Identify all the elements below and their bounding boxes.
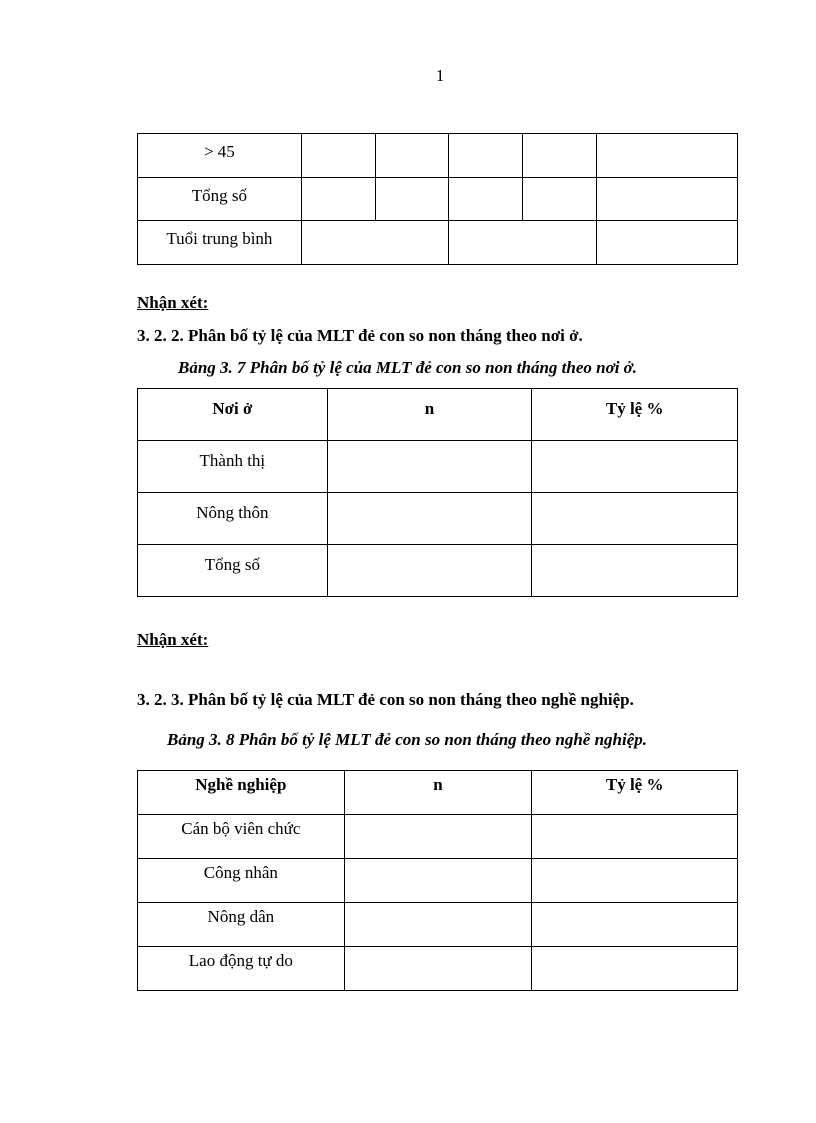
table-row: [138, 221, 738, 265]
table-cell: [597, 221, 738, 265]
table-cell: [301, 177, 375, 221]
section-heading-322: 3. 2. 2. Phân bố tỷ lệ của MLT đẻ con so non tháng theo nơi ở.: [137, 326, 583, 345]
row-label: Cán bộ viên chức: [138, 815, 345, 859]
age-table: [137, 133, 738, 265]
table-cell: [344, 903, 532, 947]
table-cell: [344, 859, 532, 903]
table-header-row: [138, 771, 738, 815]
row-label: > 45: [138, 134, 302, 178]
table-cell: [344, 947, 532, 991]
table-caption-3-7: Bảng 3. 7 Phân bố tỷ lệ của MLT đẻ con so non tháng theo nơi ở.: [178, 358, 638, 377]
table-cell: [375, 177, 449, 221]
row-label: Công nhân: [138, 859, 345, 903]
table-cell: [597, 134, 738, 178]
row-label: Nông dân: [138, 903, 345, 947]
table-cell: [532, 815, 738, 859]
table-cell: [532, 947, 738, 991]
table-cell: [449, 177, 523, 221]
table-row: [138, 177, 738, 221]
table-cell: [375, 134, 449, 178]
table-cell: [449, 134, 523, 178]
table-cell: [449, 221, 597, 265]
table-cell: [344, 815, 532, 859]
row-label: Tuổi trung bình: [138, 221, 302, 265]
row-label: Tổng số: [138, 545, 328, 597]
row-label: Tổng số: [138, 177, 302, 221]
table-row: [138, 493, 738, 545]
table-cell: [301, 134, 375, 178]
table-row: [138, 903, 738, 947]
table-cell: [327, 493, 532, 545]
table-cell: [532, 859, 738, 903]
table-caption-3-8: Bảng 3. 8 Phân bố tỷ lệ MLT đẻ con so non tháng theo nghề nghiệp.: [167, 730, 648, 749]
table-cell: [523, 177, 597, 221]
page-number: 1: [435, 66, 445, 85]
row-label: Nông thôn: [138, 493, 328, 545]
section-heading-323: 3. 2. 3. Phân bố tỷ lệ của MLT đẻ con so non tháng theo nghề nghiệp.: [137, 690, 634, 709]
table-row: [138, 947, 738, 991]
table-row: [138, 441, 738, 493]
table-header-row: [138, 389, 738, 441]
table-cell: [301, 221, 449, 265]
table-cell: [523, 134, 597, 178]
occupation-table: [137, 770, 738, 991]
table-cell: [327, 545, 532, 597]
table-cell: [532, 545, 738, 597]
table-cell: [532, 441, 738, 493]
column-header: n: [327, 389, 532, 441]
column-header: Nơi ở: [138, 389, 328, 441]
table-cell: [597, 177, 738, 221]
table-row: [138, 859, 738, 903]
table-row: [138, 545, 738, 597]
row-label: Lao động tự do: [138, 947, 345, 991]
table-cell: [327, 441, 532, 493]
table-cell: [532, 493, 738, 545]
table-cell: [532, 903, 738, 947]
column-header: Tỷ lệ %: [532, 771, 738, 815]
row-label: Thành thị: [138, 441, 328, 493]
column-header: Tỷ lệ %: [532, 389, 738, 441]
remark-label: Nhận xét:: [137, 293, 209, 312]
column-header: n: [344, 771, 532, 815]
column-header: Nghề nghiệp: [138, 771, 345, 815]
residence-table: [137, 388, 738, 597]
remark-label: Nhận xét:: [137, 630, 209, 649]
table-row: [138, 815, 738, 859]
table-row: [138, 134, 738, 178]
